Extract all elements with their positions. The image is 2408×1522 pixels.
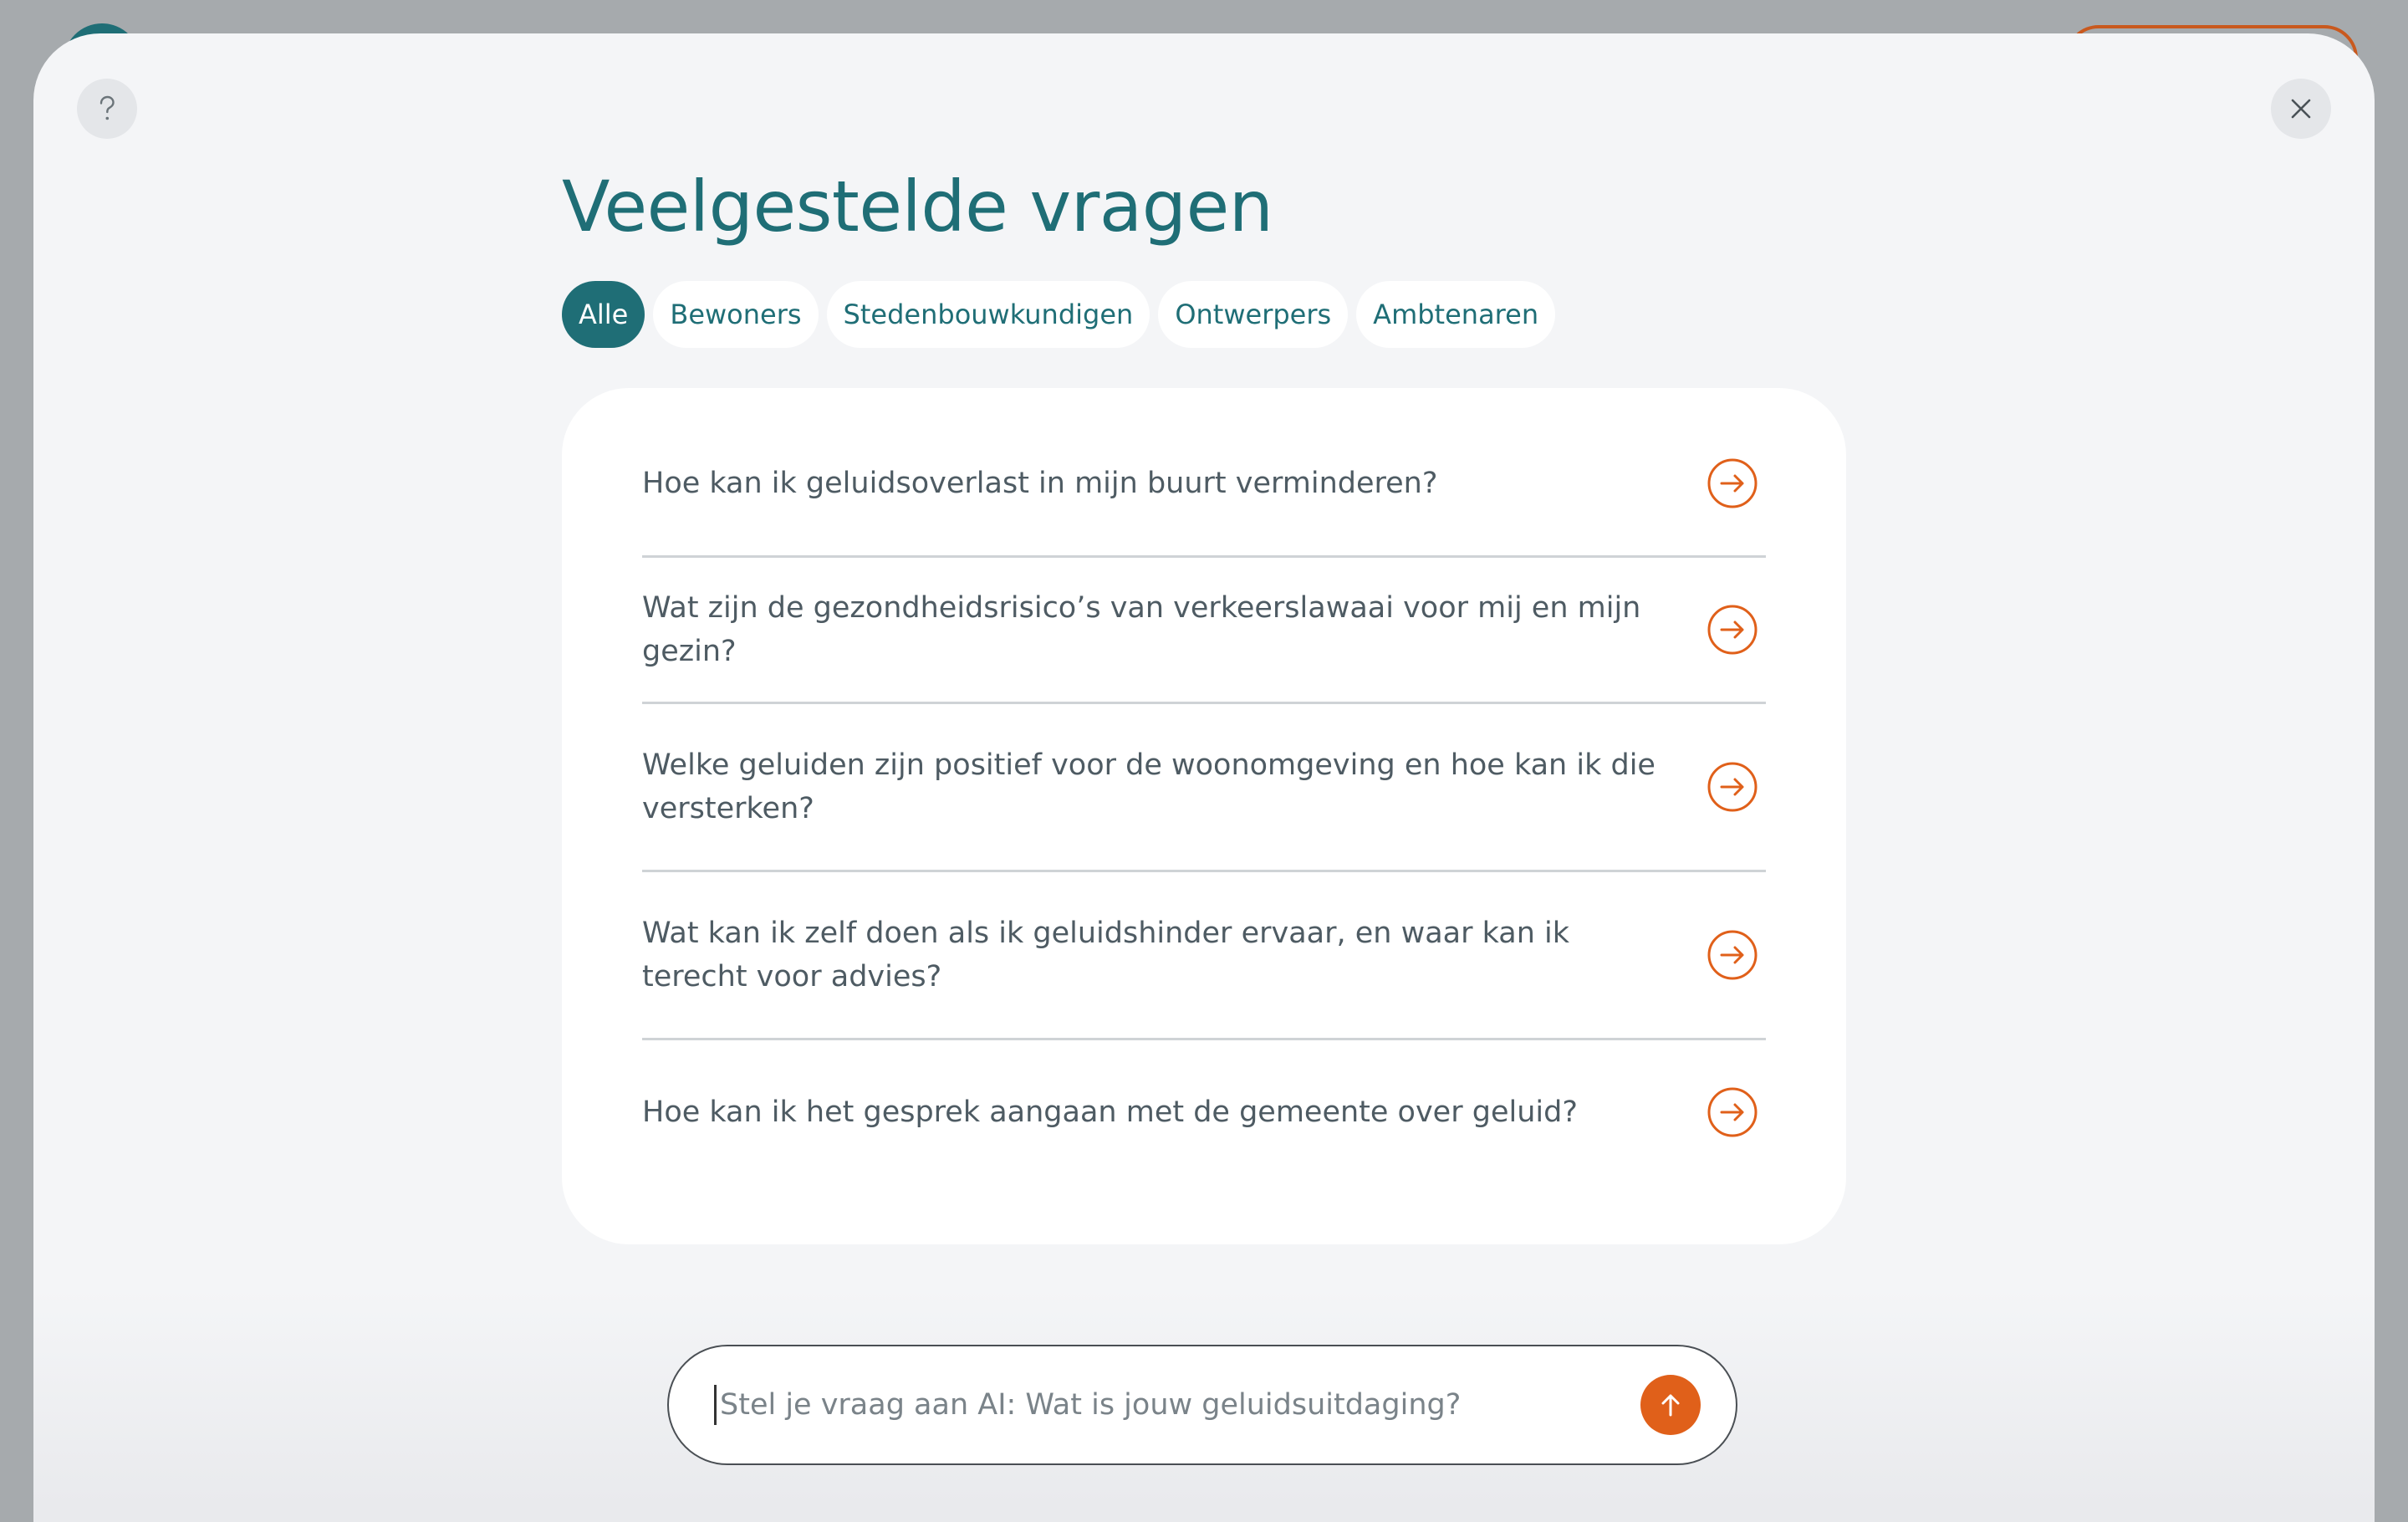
tab-ambtenaren[interactable]: Ambtenaren — [1356, 281, 1555, 348]
faq-question-text: Wat zijn de gezondheidsrisico’s van verkeerslawaai voor mij en mijn gezin? — [642, 591, 1641, 668]
arrow-right-circle-icon — [1706, 760, 1759, 814]
arrow-right-circle-icon — [1706, 928, 1759, 982]
send-button[interactable] — [1640, 1375, 1701, 1435]
page-title: Veelgestelde vragen — [562, 166, 1273, 248]
faq-question-4[interactable] — [642, 872, 1766, 1040]
arrow-up-icon — [1654, 1388, 1687, 1422]
close-button[interactable] — [2271, 79, 2331, 139]
close-icon — [2286, 94, 2316, 124]
arrow-right-circle-icon — [1706, 1085, 1759, 1139]
chat-input[interactable] — [714, 1385, 1615, 1425]
faq-question-text: Wat kan ik zelf doen als ik geluidshinder ervaar, en waar kan ik terecht voor advies? — [642, 917, 1570, 993]
tab-stedenbouwkundigen[interactable]: Stedenbouwkundigen — [827, 281, 1150, 348]
faq-question-2[interactable] — [642, 558, 1766, 704]
tab-alle[interactable]: Alle — [562, 281, 645, 348]
faq-question-text: Welke geluiden zijn positief voor de woonomgeving en hoe kan ik die versterken? — [642, 748, 1656, 825]
faq-question-text: Hoe kan ik geluidsoverlast in mijn buurt verminderen? — [642, 467, 1438, 500]
help-button[interactable] — [77, 79, 137, 139]
faq-modal — [33, 33, 2375, 1522]
question-mark-icon — [90, 92, 124, 125]
faq-question-3[interactable] — [642, 704, 1766, 872]
chat-input-bar — [667, 1345, 1737, 1465]
faq-question-text: Hoe kan ik het gesprek aangaan met de gemeente over geluid? — [642, 1096, 1578, 1129]
arrow-right-circle-icon — [1706, 457, 1759, 510]
faq-question-1[interactable] — [642, 411, 1766, 558]
category-tabs — [562, 281, 1555, 348]
tab-ontwerpers[interactable]: Ontwerpers — [1158, 281, 1348, 348]
faq-question-5[interactable] — [642, 1040, 1766, 1184]
tab-bewoners[interactable]: Bewoners — [653, 281, 818, 348]
faq-list — [562, 388, 1846, 1244]
arrow-right-circle-icon — [1706, 603, 1759, 656]
